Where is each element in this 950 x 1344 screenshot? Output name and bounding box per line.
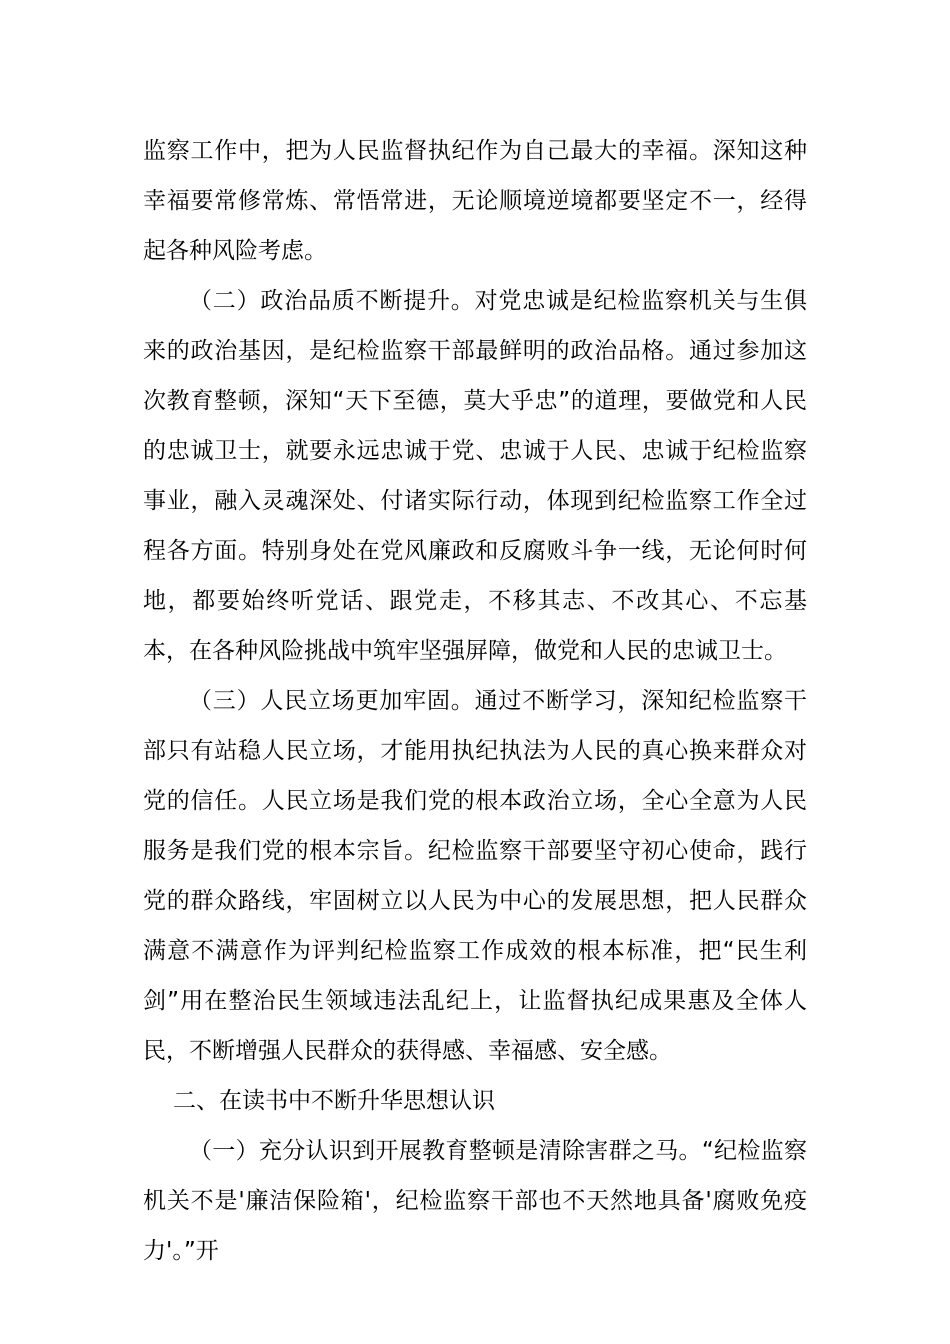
document-body <box>143 126 807 1276</box>
paragraph-people-stance: （三）人民立场更加牢固。通过不断学习，深知纪检监察干部只有站稳人民立场，才能用执纪执法为人民的真心换来群众对党的信任。人民立场是我们党的根本政治立场，全心全意为人民服务是我们党的根本宗旨。纪检监察干部要坚守初心使命，践行党的群众路线，牢固树立以人民为中心的发展思想，把人民群众满意不满意作为评判纪检监察工作成效的根本标准，把“民生利剑”用在整治民生领域违法乱纪上，让监督执纪成果惠及全体人民，不断增强人民群众的获得感、幸福感、安全感。 <box>143 688 807 1064</box>
paragraph-education-rectification: （一）充分认识到开展教育整顿是清除害群之马。“纪检监察机关不是'廉洁保险箱'，纪检监察干部也不天然地具备'腐败免疫力'。”开 <box>143 1138 807 1264</box>
paragraph-continuation: 监察工作中，把为人民监督执纪作为自己最大的幸福。深知这种幸福要常修常炼、常悟常进，无论顺境逆境都要坚定不一，经得起各种风险考虑。 <box>143 138 807 264</box>
paragraph-political-quality: （二）政治品质不断提升。对党忠诚是纪检监察机关与生俱来的政治基因，是纪检监察干部最鲜明的政治品格。通过参加这次教育整顿，深知“天下至德，莫大乎忠”的道理，要做党和人民的忠诚卫士，就要永远忠诚于党、忠诚于人民、忠诚于纪检监察事业，融入灵魂深处、付诸实际行动，体现到纪检监察工作全过程各方面。特别身处在党风廉政和反腐败斗争一线，无论何时何地，都要始终听党话、跟党走，不移其志、不改其心、不忘基本，在各种风险挑战中筑牢坚强屏障，做党和人民的忠诚卫士。 <box>143 288 807 664</box>
section-heading: 二、在读书中不断升华思想认识 <box>173 1088 495 1114</box>
